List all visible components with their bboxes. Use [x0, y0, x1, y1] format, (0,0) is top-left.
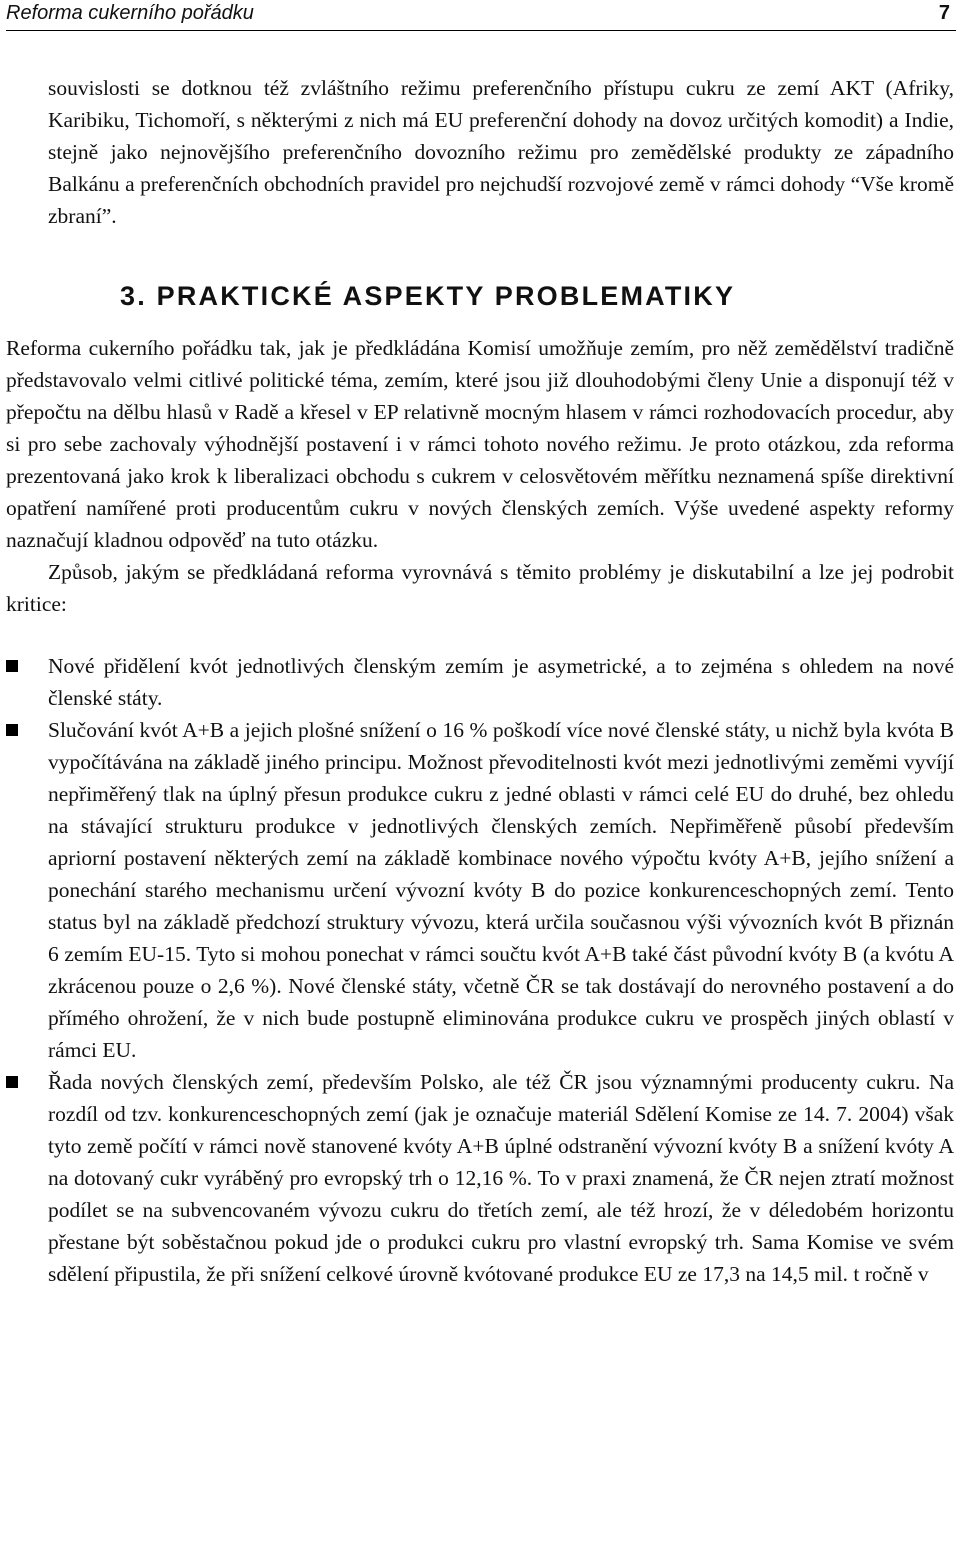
section-heading: 3. PRAKTICKÉ ASPEKTY PROBLEMATIKY — [120, 281, 736, 311]
bullet-list — [6, 650, 954, 1290]
bullet-text: Řada nových členských zemí, především Polsko, ale též ČR jsou významnými producenty cukru. Na rozdíl od tzv. konkurenceschopných zemí (jak je označuje materiál Sdělení Komise ze 14. 7. 2004) však tyto země počítí v rámci nově stanovené kvóty A+B úplné odstranění vývozní kvóty B a snížení kvóty A na dotovaný cukr vyráběný pro evropský trh o 12,16 %. To v praxi znamená, že ČR nejen ztratí možnost podílet se na subvencovaném vývozu cukru do třetích zemí, ale též hrozí, že v déledobém horizontu přestane být soběstačnou pokud jde o produkci cukru pro vlastní evropský trh. Sama Komise ve svém sdělení připustila, že při snížení celkové úrovně kvótované produkce EU ze 17,3 na 14,5 mil. t ročně v — [48, 1070, 954, 1286]
document-body — [6, 72, 954, 1290]
bullet-text: Slučování kvót A+B a jejich plošné snížení o 16 % poškodí více nové členské státy, u nichž byla kvóta B vypočítávána na základě jiného principu. Možnost převoditelnosti kvót mezi jednotlivými zeměmi vyvíjí nepřiměřený tlak na úplný přesun produkce cukru z jedné oblasti v rámci celé EU do druhé, bez ohledu na stávající strukturu produkce v jednotlivých členských zemích. Nepřiměřeně působí především apriorní postavení některých zemí na základě kombinace nového výpočtu kvóty A+B, jejího snížení a ponechání starého mechanismu určení vývozní kvóty B do pozice konkurenceschopných zemí. Tento status byl na základě předchozí struktury vývozu, která určila současnou výši vývozních kvót B přiznán 6 zemím EU-15. Tyto si mohou ponechat v rámci součtu kvót A+B také část původní kvóty B (a kvótu A zkrácenou pouze o 2,6 %). Nové členské státy, včetně ČR se tak dostávají do nerovného postavení a do přímého ohrožení, že v nich bude postupně eliminována produkce cukru ve prospěch jiných oblastí v rámci EU. — [48, 718, 954, 1062]
bullet-text: Nové přidělení kvót jednotlivých členským zemím je asymetrické, a to zejména s ohledem na nové členské státy. — [48, 654, 954, 710]
section-paragraph-2: Způsob, jakým se předkládaná reforma vyrovnává s těmito problémy je diskutabilní a lze jej podrobit kritice: — [6, 560, 954, 616]
square-bullet-icon — [6, 1076, 18, 1088]
intro-paragraph: souvislosti se dotknou též zvláštního režimu preferenčního přístupu cukru ze zemí AKT (Afriky, Karibiku, Tichomoří, s některými z nich má EU preferenční dohody na dovoz určitých komodit) a Indie, stejně jako nejnovějšího preferenčního dovozního režimu pro zemědělské produkty ze západního Balkánu a preferenčních obchodních pravidel pro nejchudší rozvojové země v rámci dohody “Vše kromě zbraní”. — [48, 76, 954, 228]
page-header — [6, 0, 956, 31]
section-paragraph-1: Reforma cukerního pořádku tak, jak je předkládána Komisí umožňuje zemím, pro něž zemědělství tradičně představovalo velmi citlivé politické téma, zemím, které jsou již dlouhodobými členy Unie a disponují též v přepočtu na dělbu hlasů v Radě a křesel v EP relativně mocným hlasem v rámci rozhodovacích procedur, aby si pro sebe zachovaly výhodnější postavení i v rámci tohoto nového režimu. Je proto otázkou, zda reforma prezentovaná jako krok k liberalizaci obchodu s cukrem v celosvětovém měřítku neznamená spíše direktivní opatření namířené proti producentům cukru v nových členských zemích. Výše uvedené aspekty reformy naznačují kladnou odpověď na tuto otázku. — [6, 336, 954, 552]
square-bullet-icon — [6, 660, 18, 672]
bullet-item — [6, 714, 954, 1066]
bullet-item — [6, 1066, 954, 1290]
running-title: Reforma cukerního pořádku — [6, 2, 254, 24]
page-number: 7 — [938, 2, 950, 24]
square-bullet-icon — [6, 724, 18, 736]
bullet-item — [6, 650, 954, 714]
